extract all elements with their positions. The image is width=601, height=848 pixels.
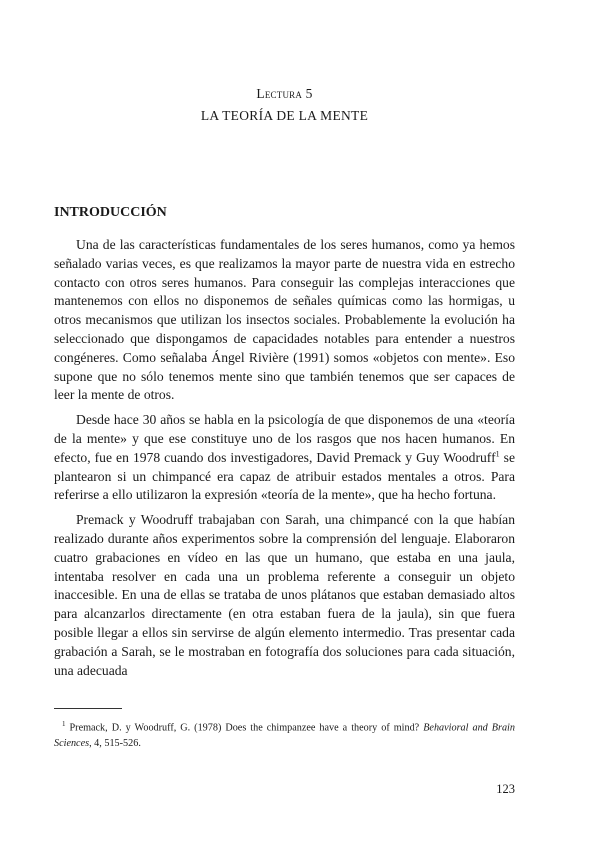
paragraph-2-part-1: Desde hace 30 años se habla en la psicología de que disponemos de una «teoría de la mente» y que ese constituye uno de los rasgos que nos hacen humanos. En efecto, fue en 1978 cuando dos investigadores, David Premack y Guy Woodruff bbox=[54, 412, 515, 465]
chapter-title: LA TEORÍA DE LA MENTE bbox=[200, 108, 369, 123]
paragraph-3: Premack y Woodruff trabajaban con Sarah, una chimpancé con la que habían realizado durante años experimentos sobre la comprensión del lenguaje. Elaboraron cuatro grabaciones en vídeo en las que un humano, que estaba en una jaula, intentaba resolver en cada una un problema referente a conseguir un objeto inaccesible. En una de ellas se trataba de unos plátanos que estaban demasiado altos para alcanzarlos directamente (en otra estaban fuera de la jaula), sin que fuera posible llegar a ellos sin servirse de algún elemento intermedio. Tras presentar cada grabación a Sarah, se le mostraban en fotografía dos soluciones para cada situación, una adecuada bbox=[54, 512, 515, 678]
page bbox=[54, 0, 515, 848]
footnote-journal: Behavioral and Brain Sciences bbox=[54, 722, 515, 750]
page-number: 123 bbox=[496, 782, 515, 796]
footnote-text: Premack, D. y Woodruff, G. (1978) Does the chimpanzee have a theory of mind? bbox=[65, 722, 424, 734]
footnote-reference: 1 bbox=[495, 449, 500, 459]
paragraph-2-part-2: se plantearon si un chimpancé era capaz de atribuir estados mentales a otros. Para referirse a ello utilizaron la expresión «teoría de la mente», que ha hecho fortuna. bbox=[54, 449, 516, 503]
body-text bbox=[54, 236, 515, 686]
lecture-label: Lectura 5 bbox=[256, 86, 313, 101]
paragraph-2 bbox=[54, 411, 515, 505]
footnote-mark: 1 bbox=[62, 720, 66, 728]
footnote bbox=[54, 716, 515, 752]
footnote-separator bbox=[54, 708, 122, 709]
footnote-end: , 4, 515-526. bbox=[89, 738, 141, 750]
section-heading: INTRODUCCIÓN bbox=[54, 205, 167, 220]
paragraph-1: Una de las características fundamentales de los seres humanos, como ya hemos señalado varias veces, es que realizamos la mayor parte de nuestra vida en estrecho contacto con otros seres humanos. Para conseguir las complejas interacciones que mantenemos con ellos no disponemos de señales químicas como las hormigas, u otros mecanismos que utilizan los insectos sociales. Probablemente la evolución ha seleccionado que dispongamos de capacidades notables para entender a nuestros congéneres. Como señalaba Ángel Rivière (1991) somos «objetos con mente». Eso supone que no sólo tenemos mente sino que también tenemos que ser capaces de leer la mente de otros. bbox=[54, 237, 515, 403]
